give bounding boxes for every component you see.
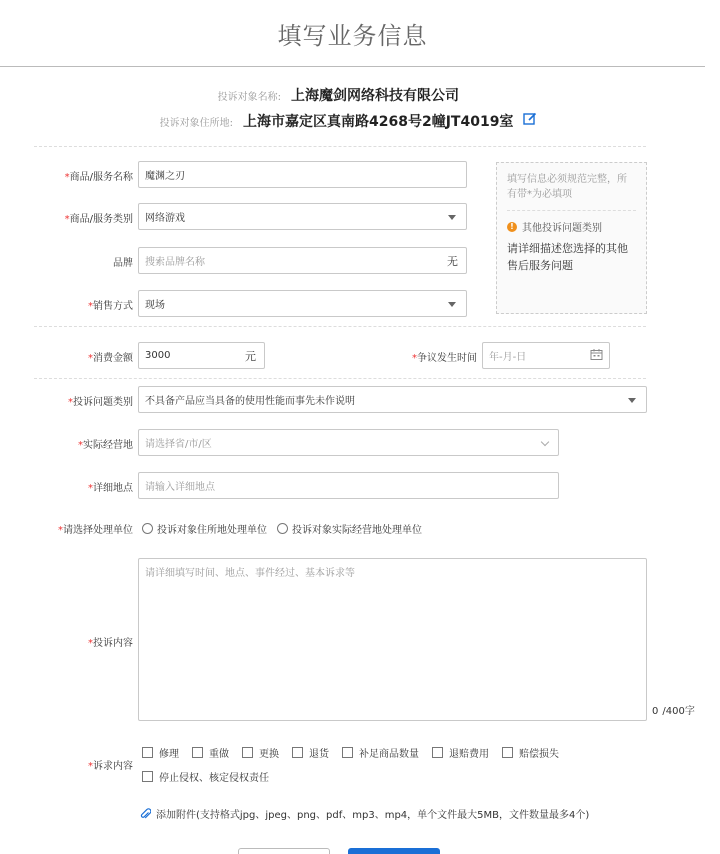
title-divider (0, 66, 705, 67)
demand-stop-infringement[interactable]: 停止侵权、核定侵权责任 (142, 769, 269, 784)
checkbox[interactable] (342, 747, 353, 758)
sale-method-select[interactable]: 现场 (138, 290, 467, 317)
demand-repair[interactable]: 修理 (142, 745, 179, 760)
checkbox[interactable] (432, 747, 443, 758)
amount-input[interactable]: 3000 元 (138, 342, 265, 369)
handler-option-business[interactable]: 投诉对象实际经营地处理单位 (277, 521, 422, 536)
product-name-input[interactable]: 魔渊之刃 (138, 161, 467, 188)
checkbox[interactable] (292, 747, 303, 758)
handler-radio-group (142, 521, 432, 536)
target-name-row (0, 85, 705, 105)
detail-address-label: *详细地点 (88, 483, 133, 494)
tip-box (496, 162, 647, 314)
demand-replace[interactable]: 更换 (242, 745, 279, 760)
section-divider (34, 378, 646, 379)
product-category-select[interactable]: 网络游戏 (138, 203, 467, 230)
char-counter: 0 /400字 (652, 706, 695, 717)
checkbox[interactable] (242, 747, 253, 758)
demand-compensation[interactable]: 赔偿损失 (502, 745, 559, 760)
demand-refund[interactable]: 退赔费用 (432, 745, 489, 760)
handler-label: *请选择处理单位 (58, 525, 133, 536)
cancel-button[interactable] (238, 848, 330, 854)
checkbox[interactable] (142, 771, 153, 782)
brand-label: 品牌 (113, 258, 133, 269)
edit-icon[interactable] (523, 112, 537, 126)
chevron-down-icon (541, 437, 549, 445)
section-divider (34, 326, 646, 327)
radio-button[interactable] (142, 523, 153, 534)
amount-label: *消费金额 (88, 353, 133, 364)
business-location-select[interactable]: 请选择省/市/区 (138, 429, 559, 456)
page-title: 填写业务信息 (277, 22, 428, 50)
section-divider (34, 146, 646, 147)
target-address-row (0, 111, 705, 131)
paperclip-icon (140, 808, 151, 820)
content-label: *投诉内容 (88, 638, 133, 649)
target-name-label: 投诉对象名称: (217, 92, 281, 103)
warning-icon: ! (507, 222, 517, 232)
demands-label: *诉求内容 (88, 761, 133, 772)
calendar-icon[interactable] (590, 348, 603, 363)
dispute-date-label: *争议发生时间 (412, 353, 477, 364)
brand-search-input[interactable]: 搜索品牌名称 无 (138, 247, 467, 274)
content-textarea[interactable]: 请详细填写时间、地点、事件经过、基本诉求等 (138, 558, 647, 721)
demands-row-2 (142, 769, 282, 784)
submit-button[interactable] (348, 848, 440, 854)
tip-required-note: 填写信息必须规范完整，所有带*为必填项 (507, 174, 627, 200)
demands-row-1 (142, 745, 572, 760)
business-location-label: *实际经营地 (78, 440, 133, 451)
radio-button[interactable] (277, 523, 288, 534)
target-address-label: 投诉对象住所地: (159, 118, 233, 129)
tip-heading: ! 其他投诉问题类别 (507, 219, 636, 234)
dispute-date-input[interactable]: 年-月-日 (482, 342, 610, 369)
dropdown-arrow-icon (448, 215, 456, 220)
target-address-value: 上海市嘉定区真南路4268号2幢JT4019室 (243, 114, 514, 130)
dropdown-arrow-icon (628, 398, 636, 403)
checkbox[interactable] (142, 747, 153, 758)
amount-unit: 元 (245, 349, 256, 363)
product-category-label: *商品/服务类别 (64, 214, 133, 225)
sale-method-label: *销售方式 (88, 301, 133, 312)
tip-body: 请详细描述您选择的其他售后服务问题 (507, 242, 628, 272)
issue-type-select[interactable]: 不具备产品应当具备的使用性能而事先未作说明 (138, 386, 647, 413)
product-name-label: *商品/服务名称 (64, 172, 133, 183)
detail-address-input[interactable]: 请输入详细地点 (138, 472, 559, 499)
issue-type-label: *投诉问题类别 (68, 397, 133, 408)
brand-none-option[interactable]: 无 (447, 254, 458, 268)
checkbox[interactable] (502, 747, 513, 758)
demand-return[interactable]: 退货 (292, 745, 329, 760)
demand-redo[interactable]: 重做 (192, 745, 229, 760)
target-name-value: 上海魔剑网络科技有限公司 (291, 88, 459, 104)
demand-supplement-quantity[interactable]: 补足商品数量 (342, 745, 419, 760)
checkbox[interactable] (192, 747, 203, 758)
handler-option-residence[interactable]: 投诉对象住所地处理单位 (142, 521, 267, 536)
add-attachment-link[interactable]: 添加附件(支持格式jpg、jpeg、png、pdf、mp3、mp4，单个文件最大5MB，文件数量最多4个) (140, 806, 589, 821)
dropdown-arrow-icon (448, 302, 456, 307)
